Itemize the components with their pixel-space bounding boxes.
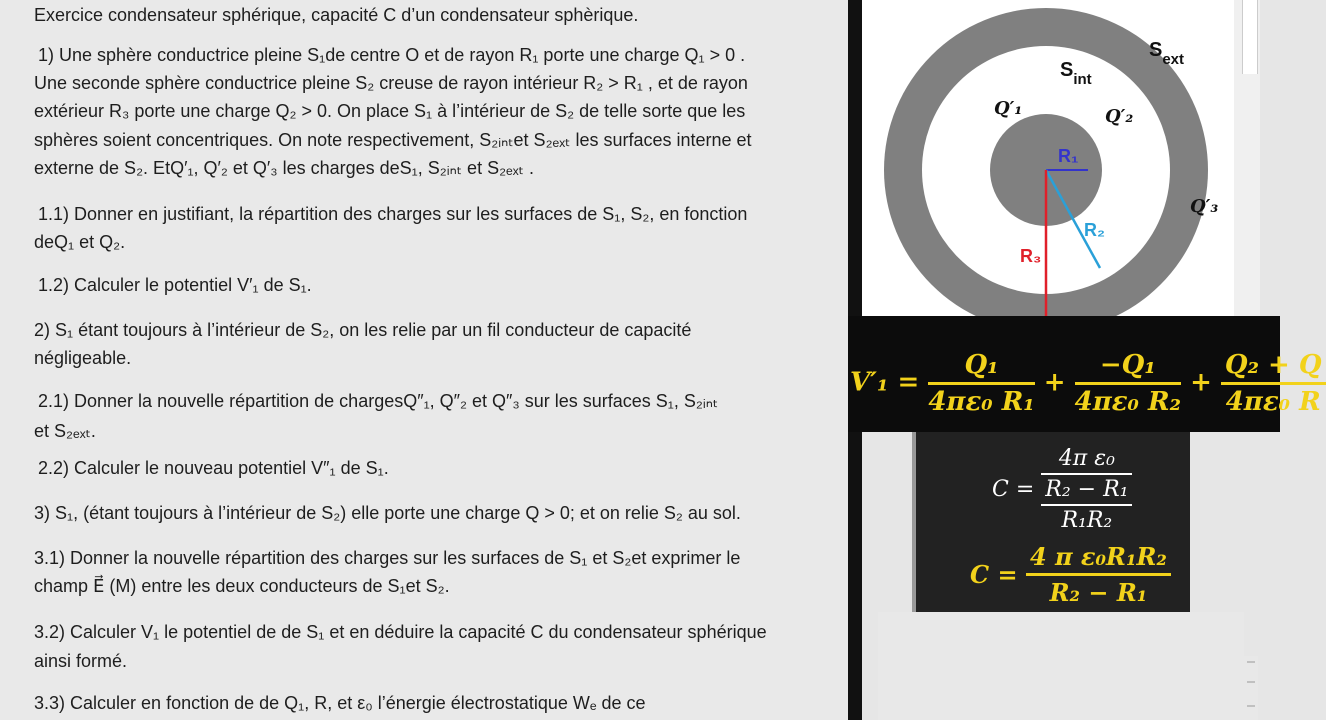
capacitance-equation-2: C = $\frac{\text{4 π ε₀R₁R₂}}{\text{R₂ − R₁}}$: [970, 542, 1171, 607]
text-line: deQ₁ et Q₂.: [34, 232, 126, 252]
text-line: négligeable.: [34, 348, 132, 368]
question-3: 3) S₁, (étant toujours à l’intérieur de S₂) elle porte une charge Q > 0; et on relie S₂ au sol.: [34, 503, 741, 523]
label-q2: Q′₂: [1105, 106, 1134, 127]
question-2-2: 2.2) Calculer le nouveau potentiel V″₁ de S₁.: [38, 458, 389, 478]
question-3-1: 3.1) Donner la nouvelle répartition des charges sur les surfaces de S₁ et S₂et exprimer le: [34, 548, 741, 568]
question-3-2: 3.2) Calculer V₁ le potentiel de de S₁ et en déduire la capacité C du condensateur sphérique: [34, 622, 767, 642]
plus-sign: +: [1190, 367, 1212, 398]
label-r1: R₁: [1058, 146, 1079, 166]
label-q3: Q′₃: [1190, 196, 1219, 217]
text-line: 1) Une sphère conductrice pleine S₁de centre O et de rayon R₁ porte une charge Q₁ > 0 .: [38, 45, 746, 65]
scrollbar-thumb[interactable]: [1242, 0, 1258, 74]
diagram-svg: [862, 0, 1234, 316]
text-line: champ E⃗ (M) entre les deux conducteurs de S₁et S₂.: [34, 576, 450, 596]
label-r3: R₃: [1020, 246, 1042, 266]
label-r2: R₂: [1084, 220, 1105, 240]
label-s-ext: $S_{ext}$: [1149, 39, 1185, 68]
question-1-2: 1.2) Calculer le potentiel V′₁ de S₁.: [38, 275, 312, 295]
question-1-1: 1.1) Donner en justifiant, la répartition des charges sur les surfaces de S₁, S₂, en fonction: [38, 204, 748, 224]
v1-lhs: V′₁ =: [850, 367, 920, 398]
label-q1: Q′₁: [994, 98, 1023, 119]
text-line: externe de S₂. EtQ′₁, Q′₂ et Q′₃ les charges deS₁, S₂ᵢₙₜ et S₂ₑₓₜ .: [34, 158, 534, 178]
text-line: Une seconde sphère conductrice pleine S₂ creuse de rayon intérieur R₂ > R₁ , et de rayon: [34, 73, 748, 93]
text-line: sphères soient concentriques. On note respectivement, S₂ᵢₙₜet S₂ₑₓₜ les surfaces interne et: [34, 130, 752, 150]
resize-handle-icon[interactable]: [1244, 656, 1258, 720]
text-line: et S₂ₑₓₜ.: [34, 421, 96, 441]
capacitance-equation-1: C = $\frac{\text{4π ε₀}}{\frac{\text{R₂ − R₁}}{\text{R₁R₂}}}$: [992, 446, 1132, 533]
term-2: $\frac{\text{−Q₁}}{\text{4πε₀ R₂}}$: [1074, 350, 1181, 417]
label-s-int: $S_{int}$: [1060, 59, 1092, 88]
term-3: $\frac{\text{Q₂ + Q}}{\text{4πε₀ R}}$: [1221, 350, 1326, 417]
question-2: 2) S₁ étant toujours à l’intérieur de S₂, on les relie par un fil conducteur de capacité: [34, 320, 692, 340]
blank-area: [878, 612, 1244, 720]
text-line: extérieur R₃ porte une charge Q₂ > 0. On place S₁ à l’intérieur de S₂ de telle sorte que les: [34, 101, 746, 121]
question-2-1: 2.1) Donner la nouvelle répartition de chargesQ″₁, Q″₂ et Q″₃ sur les surfaces S₁, S₂ᵢₙₜ: [38, 391, 719, 411]
spherical-capacitor-diagram: [862, 0, 1234, 316]
question-3-3: 3.3) Calculer en fonction de de Q₁, R, et ε₀ l’énergie électrostatique Wₑ de ce: [34, 693, 646, 713]
exercise-title: Exercice condensateur sphérique, capacité C d’un condensateur sphèrique.: [34, 5, 639, 25]
potential-equation-panel: [848, 316, 1322, 432]
plus-sign: +: [1043, 367, 1066, 398]
text-line: ainsi formé.: [34, 651, 128, 671]
term-1: $\frac{\text{Q₁}}{\text{4πε₀ R₁}}$: [928, 350, 1035, 417]
v1-equation: [850, 350, 1326, 417]
capacitance-panel: [916, 432, 1190, 612]
